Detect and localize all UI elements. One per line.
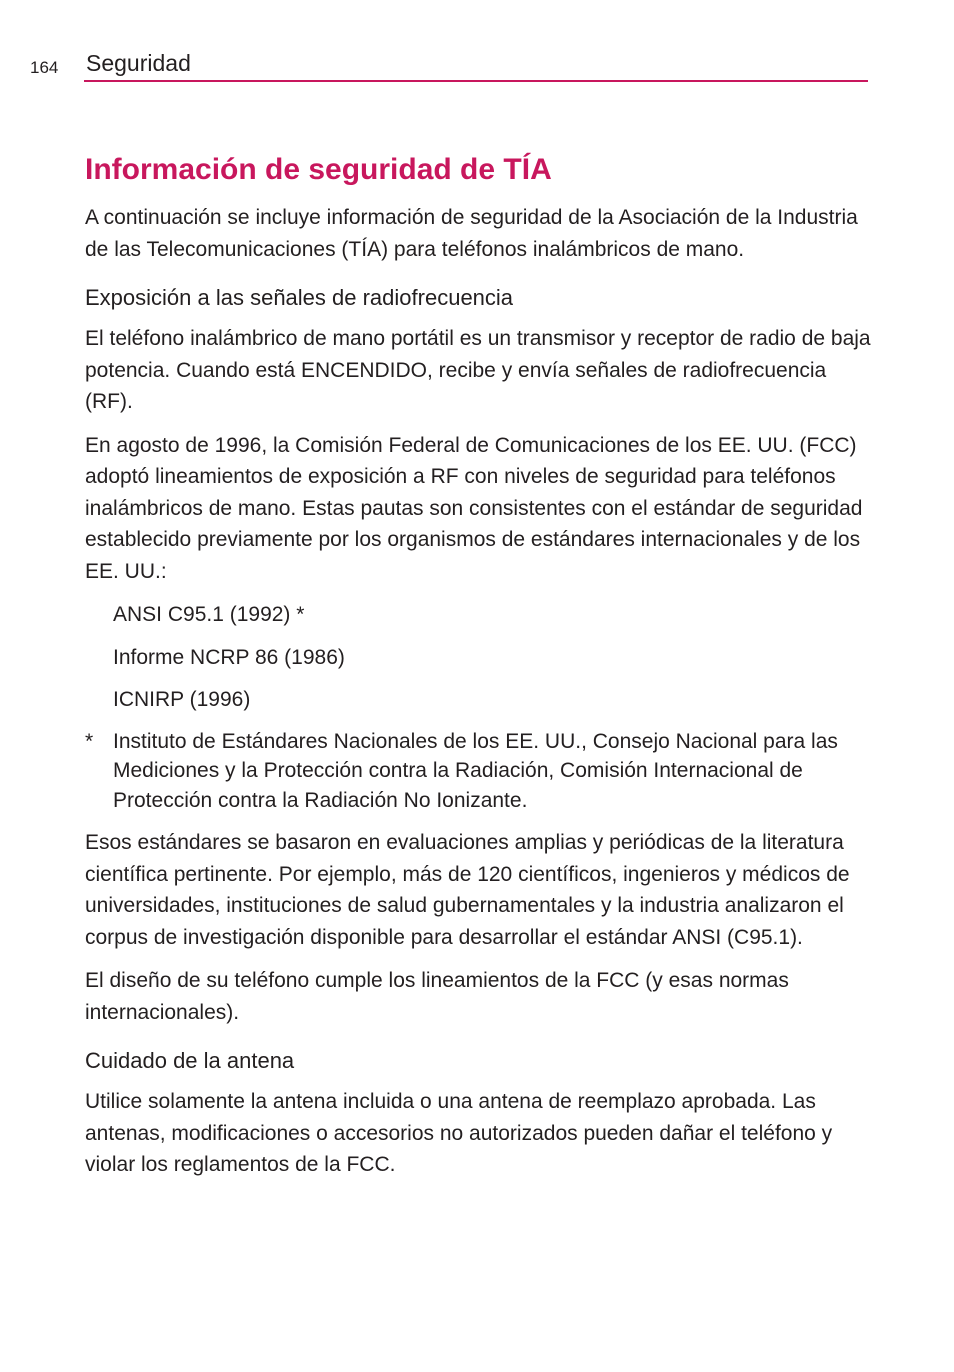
intro-paragraph: A continuación se incluye información de seguridad de la Asociación de la Industria de las Telecomunicaciones (TÍA) para teléfonos inalámbricos de mano.	[85, 206, 858, 261]
section-label: Seguridad	[86, 50, 191, 76]
standard-item: Informe NCRP 86 (1986)	[113, 645, 345, 669]
standard-item: ICNIRP (1996)	[113, 688, 251, 711]
antenna-heading: Cuidado de la antena	[85, 1048, 295, 1073]
antenna-paragraph: Utilice solamente la antena incluida o una antena de reemplazo aprobada. Las antenas, modificaciones o accesorios no autorizados pueden dañar el teléfono y violar los reglamentos de la FCC.	[85, 1090, 833, 1176]
page-title: Información de seguridad de TÍA	[85, 153, 552, 186]
footnote-text: Instituto de Estándares Nacionales de los EE. UU., Consejo Nacional para las Mediciones y la Protección contra la Radiación, Comisión Internacional de Protección contra la Radiación No Ionizante.	[113, 729, 838, 812]
rf-paragraph-4: El diseño de su teléfono cumple los lineamientos de la FCC (y esas normas internacionales).	[85, 969, 789, 1024]
standards-list	[85, 599, 871, 716]
rf-paragraph-2: En agosto de 1996, la Comisión Federal de Comunicaciones de los EE. UU. (FCC) adoptó lineamientos de exposición a RF con niveles de seguridad para teléfonos inalámbricos de mano. Estas pautas son consistentes con el estándar de seguridad establecido previamente por los organismos de estándares internacionales y de los EE. UU.:	[85, 433, 863, 583]
rf-exposure-heading: Exposición a las señales de radiofrecuencia	[85, 285, 514, 310]
header-divider	[84, 80, 868, 82]
standard-item: ANSI C95.1 (1992) *	[113, 603, 305, 626]
footnote	[85, 727, 871, 816]
rf-paragraph-3: Esos estándares se basaron en evaluaciones amplias y periódicas de la literatura científica pertinente. Por ejemplo, más de 120 científicos, ingenieros y médicos de universidades, instituciones de salud gubernamentales y la industria analizaron el corpus de investigación disponible para desarrollar el estándar ANSI (C95.1).	[85, 831, 850, 949]
footnote-mark: *	[85, 729, 94, 753]
page-content	[85, 150, 871, 1193]
rf-paragraph-1: El teléfono inalámbrico de mano portátil es un transmisor y receptor de radio de baja potencia. Cuando está ENCENDIDO, recibe y envía señales de radiofrecuencia (RF).	[85, 327, 871, 413]
page-number: 164	[30, 58, 59, 77]
